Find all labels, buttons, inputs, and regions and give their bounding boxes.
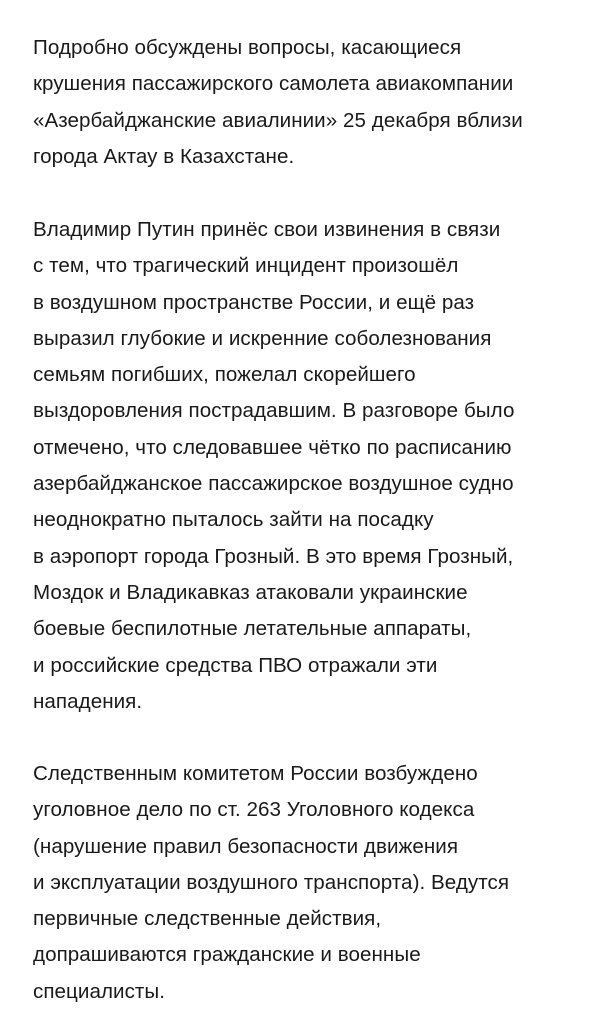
paragraph-investigation	[33, 756, 509, 1010]
text-line: Подробно обсуждены вопросы, касающиеся	[33, 36, 462, 59]
text-line: (нарушение правил безопасности движения	[33, 834, 459, 858]
text-line: первичные следственные действия,	[33, 907, 382, 931]
text-line: азербайджанское пассажирское воздушное судно	[33, 472, 514, 496]
text-line: «Азербайджанские авиалинии» 25 декабря вблизи	[33, 108, 523, 132]
text-line: боевые беспилотные летательные аппараты,	[33, 617, 472, 641]
text-line: и российские средства ПВО отражали эти	[33, 653, 438, 677]
text-line: выразил глубокие и искренние соболезнования	[33, 326, 492, 350]
text-line: Владимир Путин принёс свои извинения в связи	[33, 218, 501, 241]
text-line: выздоровления пострадавшим. В разговоре было	[33, 399, 515, 423]
text-line: допрашиваются гражданские и военные	[33, 943, 421, 967]
text-line: в аэропорт города Грозный. В это время Грозный,	[33, 544, 514, 568]
text-line: города Актау в Казахстане.	[33, 144, 295, 168]
text-line: специалисты.	[33, 979, 166, 1003]
text-line: Моздок и Владикавказ атаковали украинские	[33, 580, 468, 604]
text-line: неоднократно пыталось зайти на посадку	[33, 508, 434, 532]
paragraph-discussion-topic	[33, 30, 523, 175]
text-line: с тем, что трагический инцидент произошёл	[33, 254, 459, 278]
text-line: и эксплуатации воздушного транспорта). Ведутся	[33, 870, 510, 894]
text-line: нападения.	[33, 689, 143, 713]
text-line: семьям погибших, пожелал скорейшего	[33, 363, 416, 387]
text-line: уголовное дело по ст. 263 Уголовного кодекса	[33, 798, 475, 822]
text-line: отмечено, что следовавшее чётко по расписанию	[33, 435, 512, 459]
paragraph-apology	[33, 212, 514, 720]
text-line: крушения пассажирского самолета авиакомпании	[33, 72, 514, 96]
text-line: Следственным комитетом России возбуждено	[33, 762, 478, 785]
text-line: в воздушном пространстве России, и ещё раз	[33, 290, 475, 314]
